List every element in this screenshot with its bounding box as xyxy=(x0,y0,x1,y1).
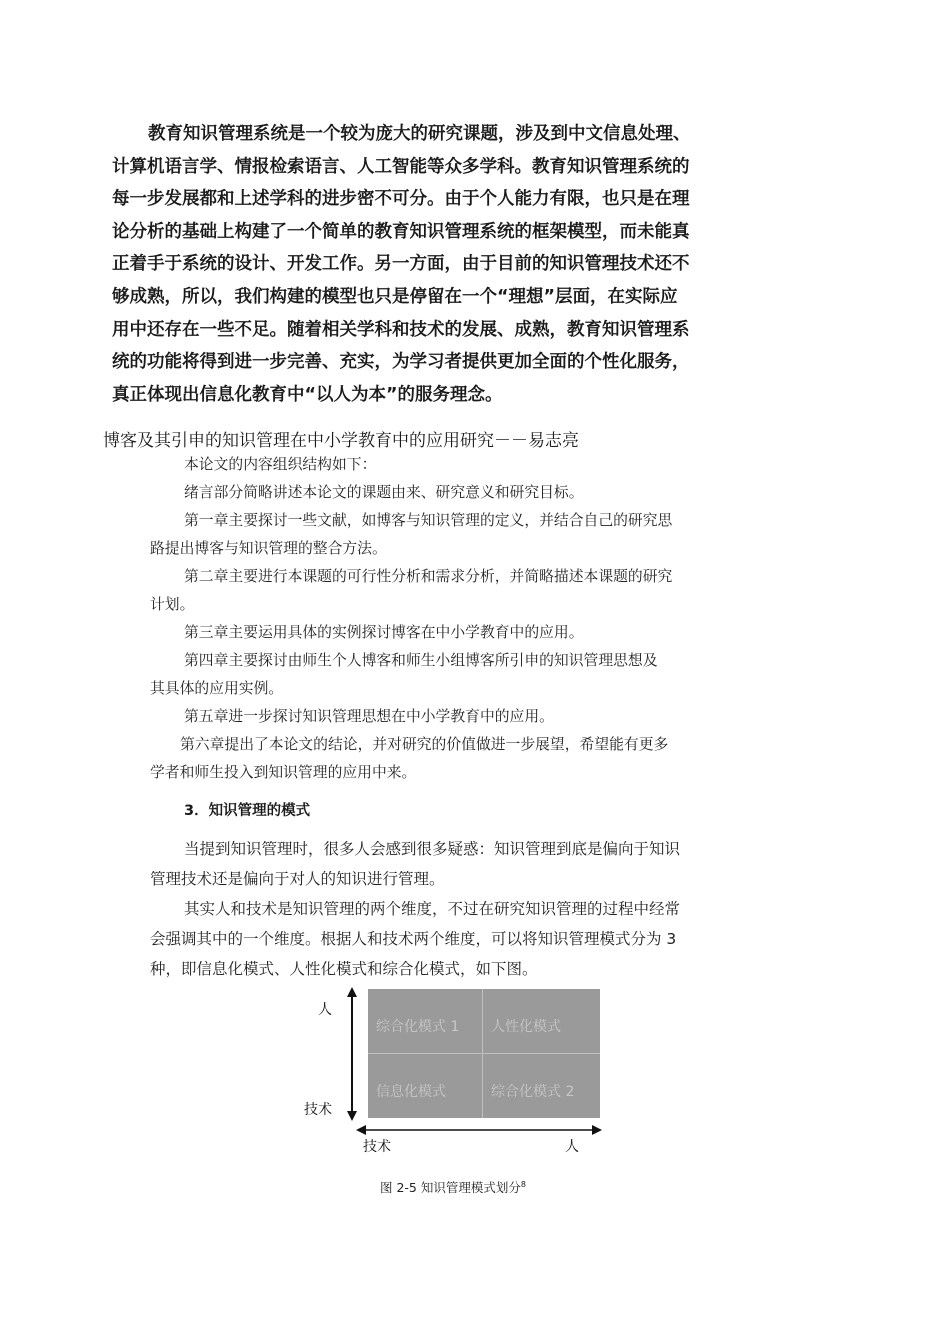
toc-line: 学者和师生投入到知识管理的应用中来。 xyxy=(150,764,417,781)
km-line: 会强调其中的一个维度。根据人和技术两个维度，可以将知识管理模式分为 3 xyxy=(150,930,677,948)
intro-line-3: 每一步发展都和上述学科的进步密不可分。由于个人能力有限，也只是在理 xyxy=(112,189,690,210)
y-axis-bottom-label: 技术 xyxy=(304,1102,332,1118)
intro-line-1: 教育知识管理系统是一个较为庞大的研究课题，涉及到中文信息处理、 xyxy=(148,124,691,144)
toc-line: 其具体的应用实例。 xyxy=(150,680,284,697)
toc-line: 路提出博客与知识管理的整合方法。 xyxy=(150,540,387,557)
km-mode-figure xyxy=(300,985,620,1155)
x-axis-right-label: 人 xyxy=(565,1139,579,1155)
y-axis-arrow-down xyxy=(347,1111,357,1121)
quadrant-label: 信息化模式 xyxy=(376,1084,446,1100)
x-axis-arrow-left xyxy=(356,1125,366,1135)
toc-line: 第一章主要探讨一些文献，如博客与知识管理的定义，并结合自己的研究思 xyxy=(184,512,673,529)
toc-line: 第三章主要运用具体的实例探讨博客在中小学教育中的应用。 xyxy=(184,624,584,641)
figure-caption-text: 图 2-5 知识管理模式划分 xyxy=(380,1180,521,1195)
toc-line: 第二章主要进行本课题的可行性分析和需求分析，并简略描述本课题的研究 xyxy=(184,568,673,585)
intro-line-8: 统的功能将得到进一步完善、充实，为学习者提供更加全面的个性化服务， xyxy=(112,352,690,373)
km-line: 管理技术还是偏向于对人的知识进行管理。 xyxy=(150,870,445,888)
quadrant-label: 综合化模式 2 xyxy=(491,1084,575,1100)
toc-line: 第六章提出了本论文的结论，并对研究的价值做进一步展望，希望能有更多 xyxy=(180,736,669,753)
km-line: 当提到知识管理时，很多人会感到很多疑惑：知识管理到底是偏向于知识 xyxy=(184,840,681,858)
km-line: 其实人和技术是知识管理的两个维度，不过在研究知识管理的过程中经常 xyxy=(184,900,681,918)
toc-line: 本论文的内容组织结构如下： xyxy=(184,456,377,473)
intro-paragraph xyxy=(112,118,752,411)
toc-line: 计划。 xyxy=(150,596,195,613)
quadrant-label: 综合化模式 1 xyxy=(376,1019,460,1035)
intro-line-5: 正着手于系统的设计、开发工作。另一方面，由于目前的知识管理技术还不 xyxy=(112,254,690,275)
axes-arrows xyxy=(300,985,620,1155)
y-axis-arrow-up xyxy=(347,987,357,997)
figure-caption-note: 8 xyxy=(520,1179,526,1189)
blog-title: 博客及其引申的知识管理在中小学教育中的应用研究－－易志亮 xyxy=(103,431,579,451)
km-line: 种，即信息化模式、人性化模式和综合化模式，如下图。 xyxy=(150,960,538,978)
intro-line-6: 够成熟，所以，我们构建的模型也只是停留在一个“理想”层面，在实际应 xyxy=(112,286,678,307)
intro-line-7: 用中还存在一些不足。随着相关学科和技术的发展、成熟，教育知识管理系 xyxy=(112,319,690,340)
toc-line: 第四章主要探讨由师生个人博客和师生小组博客所引申的知识管理思想及 xyxy=(184,652,658,669)
km-section-body xyxy=(150,834,760,984)
intro-line-4: 论分析的基础上构建了一个简单的教育知识管理系统的框架模型，而未能真 xyxy=(112,221,690,242)
toc-block xyxy=(150,451,750,787)
toc-line: 绪言部分简略讲述本论文的课题由来、研究意义和研究目标。 xyxy=(184,484,584,501)
x-axis-arrow-right xyxy=(592,1125,602,1135)
intro-line-2: 计算机语言学、情报检索语言、人工智能等众多学科。教育知识管理系统的 xyxy=(112,156,690,177)
x-axis-left-label: 技术 xyxy=(363,1139,391,1155)
y-axis-top-label: 人 xyxy=(318,1002,332,1018)
toc-line: 第五章进一步探讨知识管理思想在中小学教育中的应用。 xyxy=(184,708,554,725)
section-heading: 3．知识管理的模式 xyxy=(184,803,311,819)
figure-caption xyxy=(380,1178,526,1196)
quadrant-label: 人性化模式 xyxy=(491,1019,561,1035)
intro-line-9: 真正体现出信息化教育中“以人为本”的服务理念。 xyxy=(112,384,503,405)
